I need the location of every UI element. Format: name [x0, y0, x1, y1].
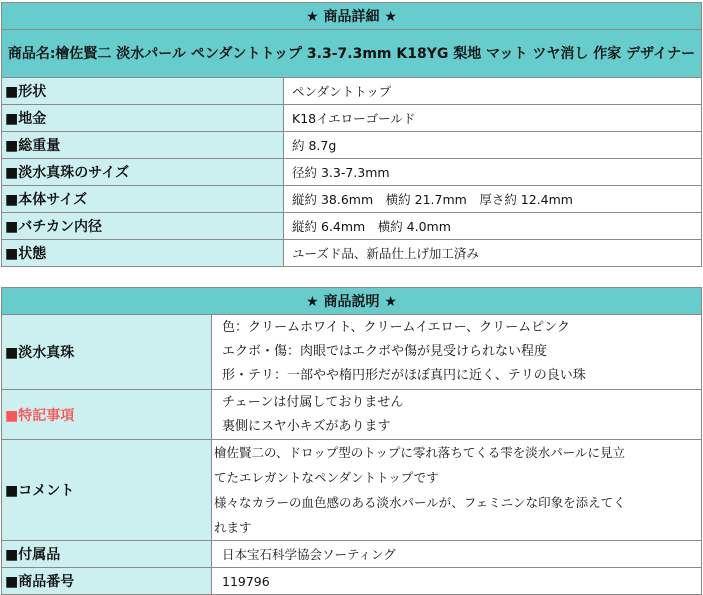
comment-line: れます: [214, 520, 252, 535]
detail-label: ■本体サイズ: [2, 186, 284, 213]
comment-line: 様々なカラーの血色感のある淡水パールが、フェミニンな印象を添えてく: [214, 495, 626, 510]
pearl-label: ■淡水真珠: [2, 315, 212, 390]
detail-row-bail: [2, 213, 702, 240]
details-header: ★ 商品詳細 ★: [2, 3, 702, 30]
pearl-line-blemish: エクボ・傷：肉眼ではエクボや傷が見受けられない程度: [222, 344, 548, 359]
comment-label: ■コメント: [2, 440, 212, 541]
detail-value: K18イエローゴールド: [284, 105, 702, 132]
detail-label: ■淡水真珠のサイズ: [2, 159, 284, 186]
accessory-label: ■付属品: [2, 541, 212, 568]
desc-row-notes: [2, 390, 702, 440]
notes-details: [212, 390, 702, 440]
notes-line: チェーンは付属しておりません: [222, 394, 404, 410]
detail-value: 縦約 38.6mm 横約 21.7mm 厚さ約 12.4mm: [284, 186, 702, 213]
accessory-value: 日本宝石科学協会ソーティング: [212, 541, 702, 568]
detail-row-shape: [2, 78, 702, 105]
detail-value: 約 8.7g: [284, 132, 702, 159]
desc-row-item-no: [2, 568, 702, 595]
detail-label: ■バチカン内径: [2, 213, 284, 240]
notes-label: ■特記事項: [2, 390, 212, 440]
product-name: 商品名:檜佐賢二 淡水パール ペンダントトップ 3.3-7.3mm K18YG 梨地 マット ツヤ消し 作家 デザイナー: [2, 30, 702, 78]
detail-row-pearl-size: [2, 159, 702, 186]
detail-value: ペンダントトップ: [284, 78, 702, 105]
detail-label: ■地金: [2, 105, 284, 132]
pearl-details: [212, 315, 702, 390]
desc-row-comment: [2, 440, 702, 541]
comment-line: てたエレガントなペンダントトップです: [214, 470, 439, 485]
product-details-table: [1, 2, 702, 267]
detail-value: ユーズド品、新品仕上げ加工済み: [284, 240, 702, 267]
pearl-line-color: 色：クリームホワイト、クリームイエロー、クリームピンク: [222, 320, 570, 335]
product-description-table: [1, 287, 702, 595]
pearl-line-shape: 形・テリ：一部やや楕円形だがほぼ真円に近く、テリの良い珠: [222, 368, 586, 383]
comment-text: [212, 440, 702, 541]
description-header: ★ 商品説明 ★: [2, 288, 702, 315]
detail-row-metal: [2, 105, 702, 132]
item-no-value: 119796: [212, 568, 702, 595]
detail-value: 径約 3.3-7.3mm: [284, 159, 702, 186]
desc-row-pearl: [2, 315, 702, 390]
detail-label: ■形状: [2, 78, 284, 105]
notes-line: 裏側にスヤ小キズがあります: [222, 418, 391, 434]
comment-line: 檜佐賢二の、ドロップ型のトップに零れ落ちてくる雫を淡水パールに見立: [214, 445, 626, 460]
detail-label: ■総重量: [2, 132, 284, 159]
detail-row-body-size: [2, 186, 702, 213]
detail-label: ■状態: [2, 240, 284, 267]
detail-row-condition: [2, 240, 702, 267]
detail-value: 縦約 6.4mm 横約 4.0mm: [284, 213, 702, 240]
item-no-label: ■商品番号: [2, 568, 212, 595]
desc-row-accessory: [2, 541, 702, 568]
detail-row-weight: [2, 132, 702, 159]
